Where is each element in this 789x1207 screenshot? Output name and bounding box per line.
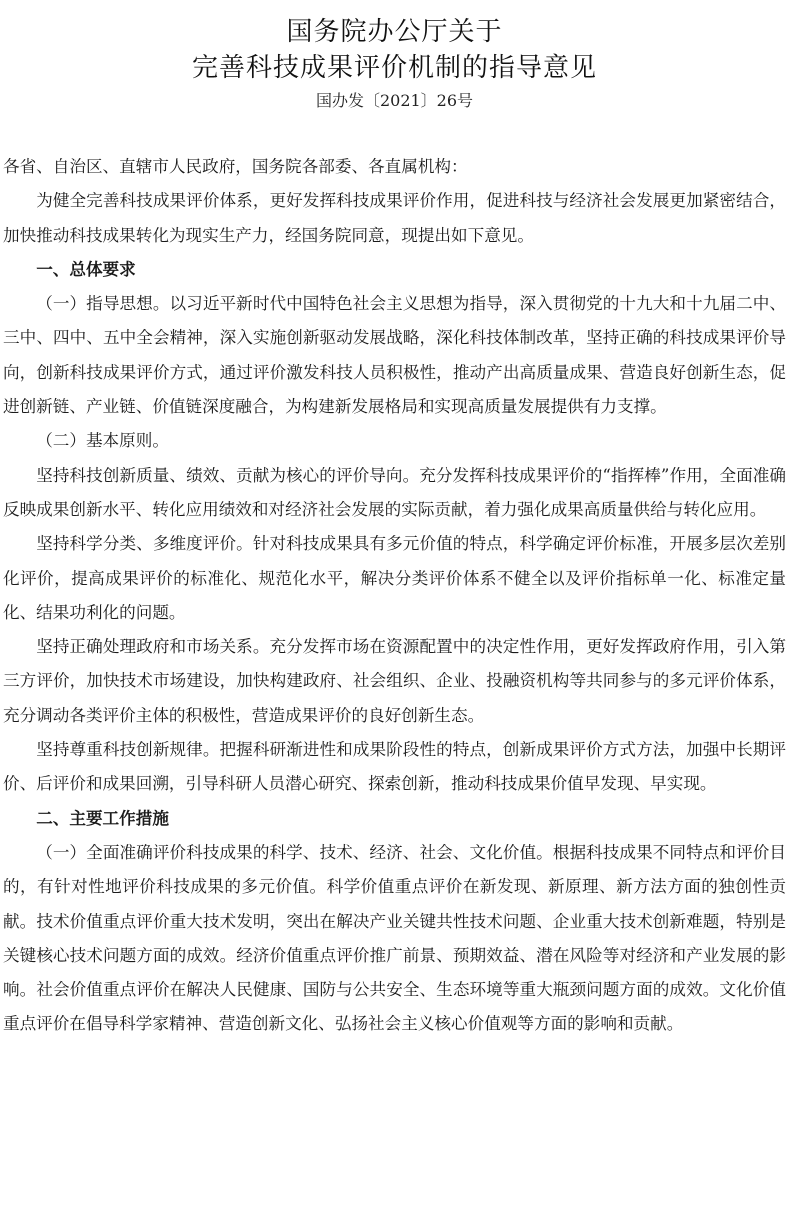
section-2-sub-1-lead: （一）全面准确评价科技成果的科学、技术、经济、社会、文化价值。 bbox=[36, 842, 553, 862]
section-1-sub-2-paragraph bbox=[3, 424, 786, 458]
principle-paragraph-2: 坚持科学分类、多维度评价。针对科技成果具有多元价值的特点，科学确定评价标准，开展多层次差别化评价，提高成果评价的标准化、规范化水平，解决分类评价体系不健全以及评价指标单一化、标准定量化、结果功利化的问题。 bbox=[3, 534, 786, 622]
section-1-heading: 一、总体要求 bbox=[36, 259, 136, 279]
section-1-sub-1-text: 以习近平新时代中国特色社会主义思想为指导，深入贯彻党的十九大和十九届二中、三中、四中、五中全会精神，深入实施创新驱动发展战略，深化科技体制改革，坚持正确的科技成果评价导向，创新科技成果评价方式，通过评价激发科技人员积极性，推动产出高质量成果、营造良好创新生态，促进创新链、产业链、价值链深度融合，为构建新发展格局和实现高质量发展提供有力支撑。 bbox=[3, 294, 786, 417]
section-1-sub-1-lead: （一）指导思想。 bbox=[36, 294, 170, 314]
document-number: 国办发〔2021〕26号 bbox=[315, 91, 474, 110]
section-1-sub-2-lead: （二）基本原则。 bbox=[36, 431, 169, 451]
document-body bbox=[3, 150, 786, 1042]
addressee-line: 各省、自治区、直辖市人民政府，国务院各部委、各直属机构： bbox=[3, 157, 468, 176]
principle-paragraph-3: 坚持正确处理政府和市场关系。充分发挥市场在资源配置中的决定性作用，更好发挥政府作用，引入第三方评价，加快技术市场建设，加快构建政府、社会组织、企业、投融资机构等共同参与的多元评价体系，充分调动各类评价主体的积极性，营造成果评价的良好创新生态。 bbox=[3, 637, 786, 725]
document-title-line-2: 完善科技成果评价机制的指导意见 bbox=[191, 53, 597, 83]
title-block bbox=[3, 0, 786, 114]
section-2-sub-1-text: 根据科技成果不同特点和评价目的，有针对性地评价科技成果的多元价值。科学价值重点评价在新发现、新原理、新方法方面的独创性贡献。技术价值重点评价重大技术发明，突出在解决产业关键共性技术问题、企业重大技术创新难题，特别是关键核心技术问题方面的成效。经济价值重点评价推广前景、预期效益、潜在风险等对经济和产业发展的影响。社会价值重点评价在解决人民健康、国防与公共安全、生态环境等重大瓶颈问题方面的成效。文化价值重点评价在倡导科学家精神、营造创新文化、弘扬社会主义核心价值观等方面的影响和贡献。 bbox=[3, 842, 787, 1034]
document-title-line-1: 国务院办公厅关于 bbox=[286, 17, 503, 47]
principle-paragraph-4: 坚持尊重科技创新规律。把握科研渐进性和成果阶段性的特点，创新成果评价方式方法，加强中长期评价、后评价和成果回溯，引导科研人员潜心研究、探索创新，推动科技成果价值早发现、早实现。 bbox=[3, 740, 786, 794]
section-1-sub-1-paragraph bbox=[3, 287, 786, 424]
principle-paragraph-1: 坚持科技创新质量、绩效、贡献为核心的评价导向。充分发挥科技成果评价的“指挥棒”作用，全面准确反映成果创新水平、转化应用绩效和对经济社会发展的实际贡献，着力强化成果高质量供给与转化应用。 bbox=[3, 465, 786, 519]
section-2-heading: 二、主要工作措施 bbox=[36, 808, 169, 828]
intro-paragraph: 为健全完善科技成果评价体系，更好发挥科技成果评价作用，促进科技与经济社会发展更加紧密结合，加快推动科技成果转化为现实生产力，经国务院同意，现提出如下意见。 bbox=[3, 191, 786, 245]
section-2-sub-1-paragraph bbox=[3, 836, 786, 1042]
